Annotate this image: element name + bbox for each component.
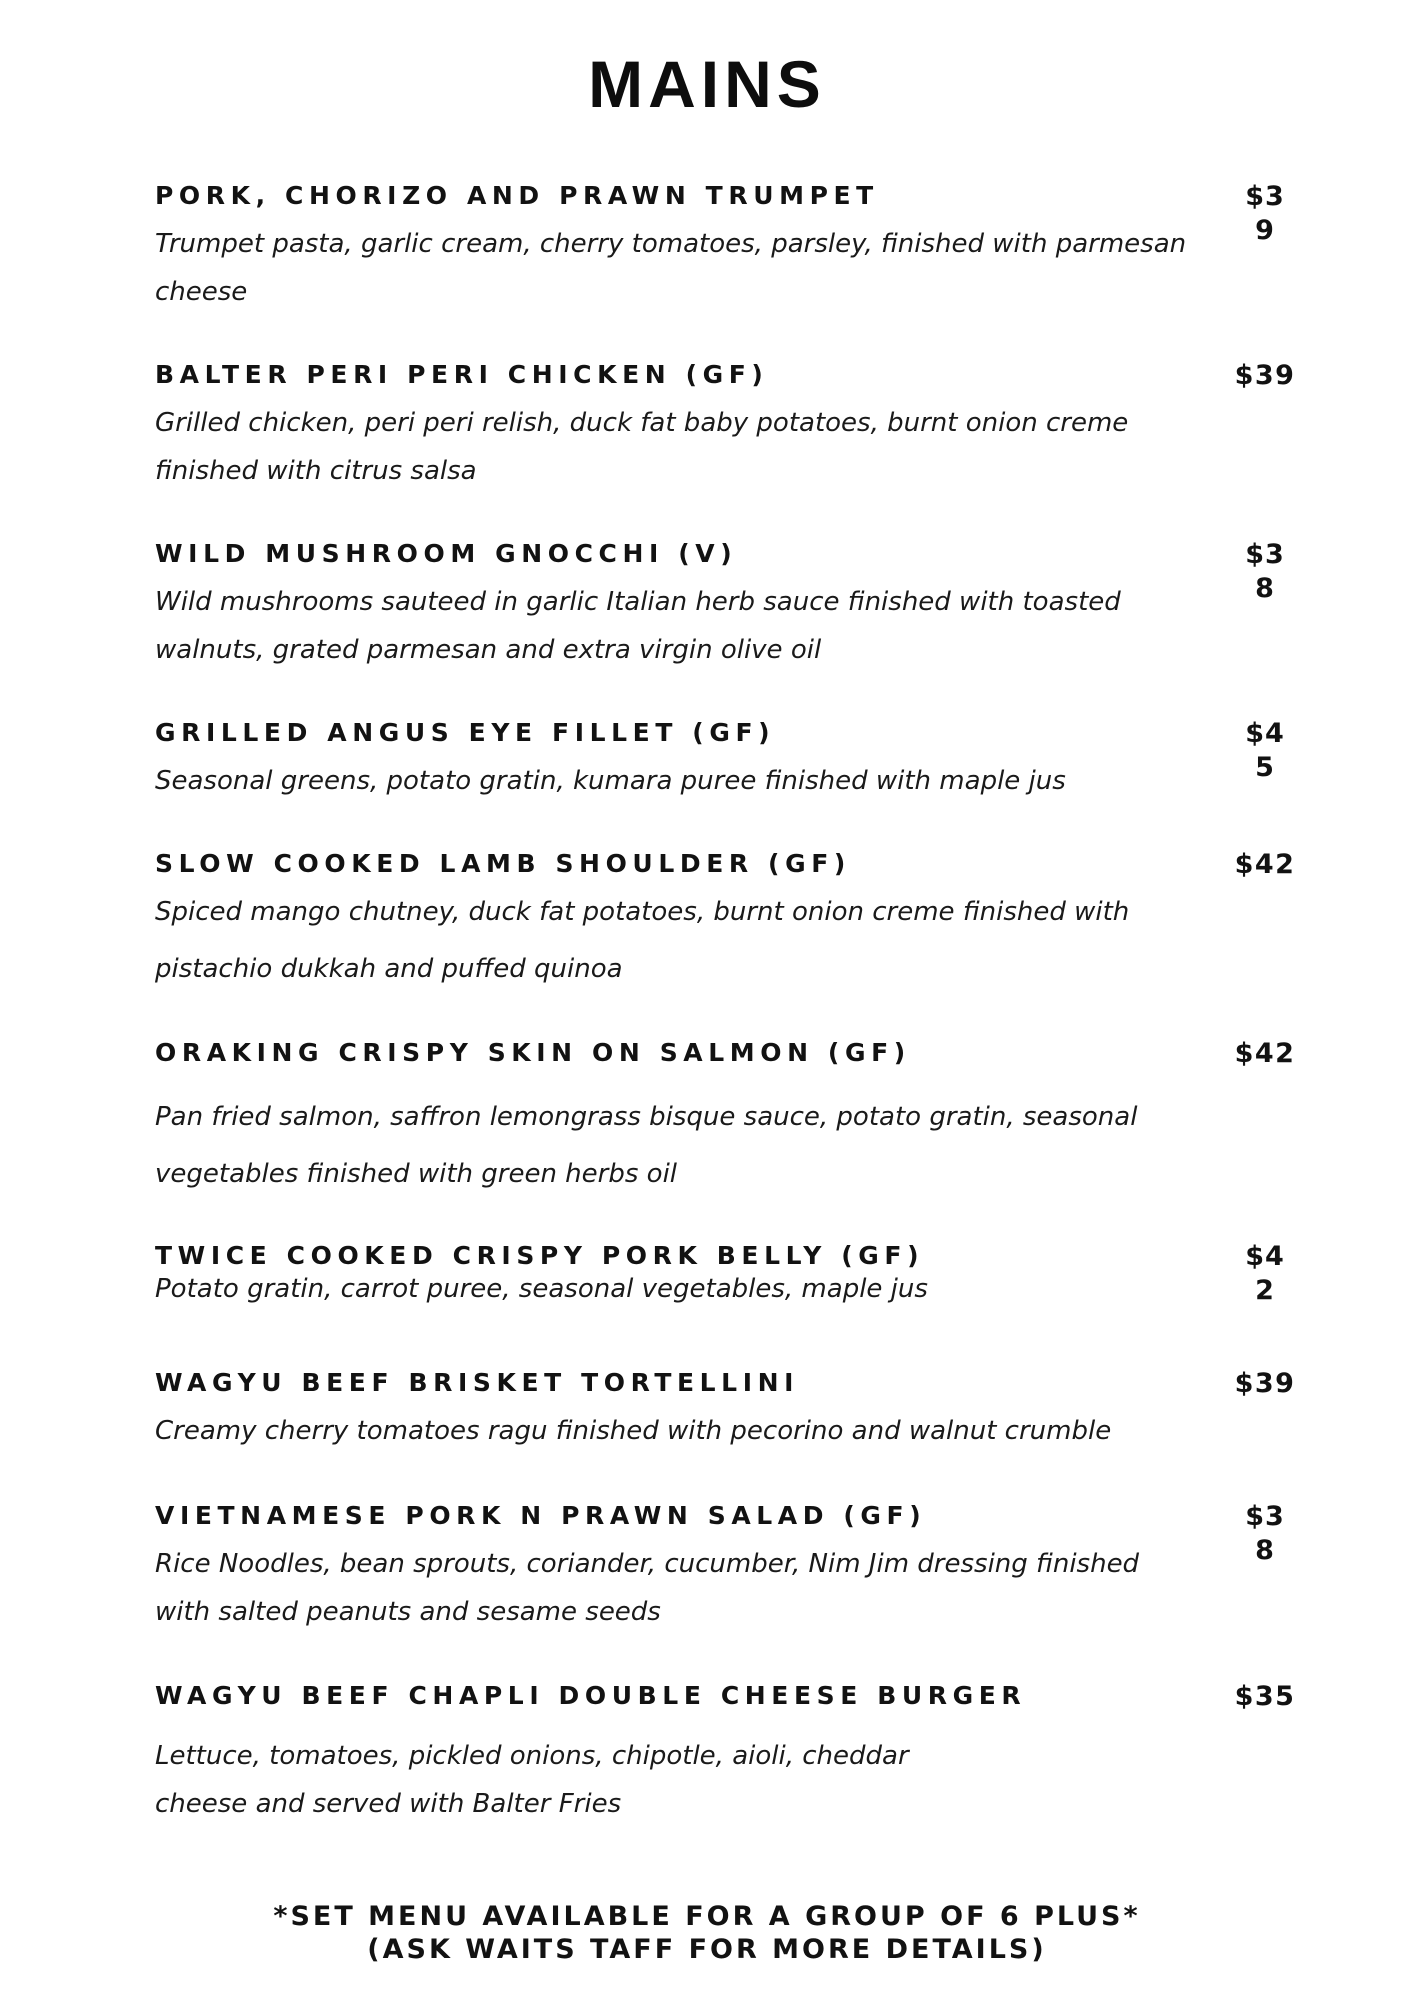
- page-title: MAINS: [588, 47, 826, 121]
- menu-item-description: Pan fried salmon, saffron lemongrass bisque sauce, potato gratin, seasonal vegetables finished with green herbs oil: [155, 1102, 1138, 1189]
- menu-item-price: $45: [1245, 718, 1285, 783]
- menu-item-description: Seasonal greens, potato gratin, kumara puree finished with maple jus: [155, 766, 1066, 796]
- set-menu-note-line1: *SET MENU AVAILABLE FOR A GROUP OF 6 PLUS*: [273, 1901, 1141, 1932]
- menu-item-name: TWICE COOKED CRISPY PORK BELLY (GF): [155, 1241, 925, 1270]
- menu-item-name: BALTER PERI PERI CHICKEN (GF): [155, 360, 769, 389]
- menu-item-description: Lettuce, tomatoes, pickled onions, chipotle, aioli, cheddar cheese and served with Balter Fries: [155, 1741, 909, 1819]
- menu-item-price: $35: [1234, 1681, 1296, 1712]
- menu-item-description: Spiced mango chutney, duck fat potatoes, burnt onion creme finished with pistachio dukkah and puffed quinoa: [155, 897, 1130, 984]
- menu-item-name: GRILLED ANGUS EYE FILLET (GF): [155, 718, 776, 747]
- menu-item-description: Creamy cherry tomatoes ragu finished with pecorino and walnut crumble: [155, 1416, 1112, 1446]
- menu-item-description: Trumpet pasta, garlic cream, cherry tomatoes, parsley, finished with parmesan cheese: [155, 229, 1187, 307]
- menu-item-name: WAGYU BEEF CHAPLI DOUBLE CHEESE BURGER: [155, 1681, 1027, 1710]
- menu-item-price: $42: [1234, 1038, 1296, 1069]
- menu-item-name: WAGYU BEEF BRISKET TORTELLINI: [155, 1368, 800, 1397]
- set-menu-note-line2: (ASK WAITS TAFF FOR MORE DETAILS): [367, 1934, 1047, 1965]
- menu-item-price: $42: [1245, 1241, 1285, 1306]
- menu-item-description: Wild mushrooms sauteed in garlic Italian herb sauce finished with toasted walnuts, grated parmesan and extra virgin olive oil: [155, 587, 1121, 665]
- menu-item-description: Rice Noodles, bean sprouts, coriander, cucumber, Nim Jim dressing finished with salted peanuts and sesame seeds: [155, 1549, 1140, 1627]
- menu-item-name: PORK, CHORIZO AND PRAWN TRUMPET: [155, 181, 879, 210]
- set-menu-note: [0, 1900, 1414, 1966]
- menu-item-price: $38: [1245, 539, 1285, 604]
- menu-item-description: Potato gratin, carrot puree, seasonal vegetables, maple jus: [155, 1274, 928, 1304]
- menu-item-description: Grilled chicken, peri peri relish, duck fat baby potatoes, burnt onion creme finished with citrus salsa: [155, 408, 1129, 486]
- menu-item-price: $39: [1245, 181, 1285, 246]
- menu-item-price: $39: [1234, 360, 1296, 391]
- menu-item-price: $39: [1234, 1368, 1296, 1399]
- menu-item-name: WILD MUSHROOM GNOCCHI (V): [155, 539, 738, 568]
- menu-item-name: VIETNAMESE PORK N PRAWN SALAD (GF): [155, 1501, 927, 1530]
- menu-item-price: $38: [1245, 1501, 1285, 1566]
- menu-item-name: ORAKING CRISPY SKIN ON SALMON (GF): [155, 1038, 911, 1067]
- menu-item-price: $42: [1234, 849, 1296, 880]
- menu-item-name: SLOW COOKED LAMB SHOULDER (GF): [155, 849, 851, 878]
